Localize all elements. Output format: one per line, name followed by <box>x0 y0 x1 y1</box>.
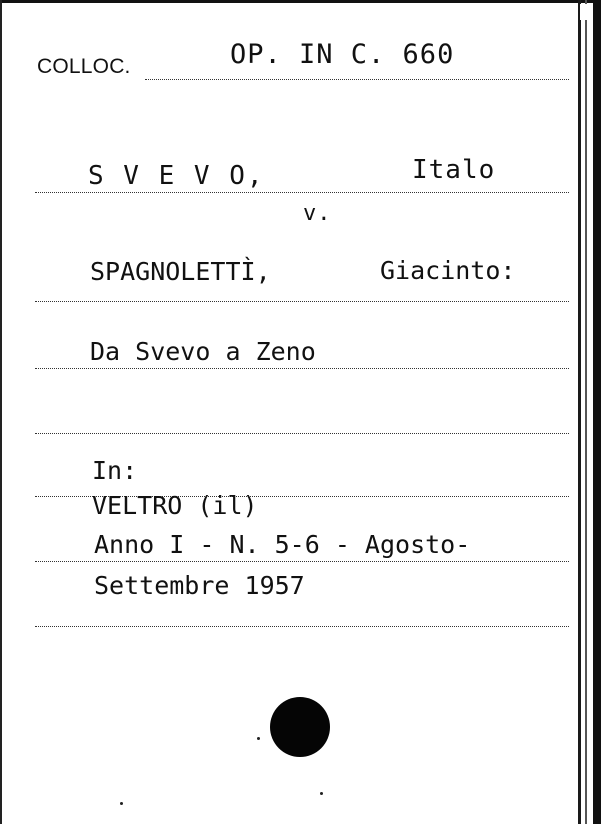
colloc-label: COLLOC. <box>37 55 131 78</box>
dotted-rule <box>145 79 569 80</box>
speck <box>120 802 123 805</box>
in-label: In: <box>92 456 138 485</box>
subject-surname: SPAGNOLETTÌ, <box>90 257 271 286</box>
dotted-rule <box>35 301 569 302</box>
card-left-edge <box>0 0 2 824</box>
periodical-name: VELTRO (il) <box>92 491 258 520</box>
speck <box>320 792 323 795</box>
work-title: Da Svevo a Zeno <box>90 337 316 366</box>
issue-line-1: Anno I - N. 5-6 - Agosto- <box>94 530 471 559</box>
card-corner-notch <box>580 4 592 20</box>
card-right-edge-outer <box>593 0 601 824</box>
card-right-edge-inner <box>585 0 587 824</box>
dotted-rule <box>35 626 569 627</box>
dotted-rule <box>35 561 569 562</box>
shelfmark: OP. IN C. 660 <box>230 39 455 70</box>
versus-label: v. <box>303 201 332 226</box>
dotted-rule <box>35 433 569 434</box>
author-surname: S V E V O, <box>88 161 265 191</box>
subject-forename: Giacinto: <box>380 256 516 285</box>
issue-line-2: Settembre 1957 <box>94 571 305 600</box>
card-top-edge <box>0 0 601 3</box>
speck <box>257 737 260 740</box>
dotted-rule <box>35 192 569 193</box>
punch-hole <box>270 697 330 757</box>
author-forename: Italo <box>412 155 496 185</box>
dotted-rule <box>35 368 569 369</box>
card-right-edge <box>578 0 581 824</box>
